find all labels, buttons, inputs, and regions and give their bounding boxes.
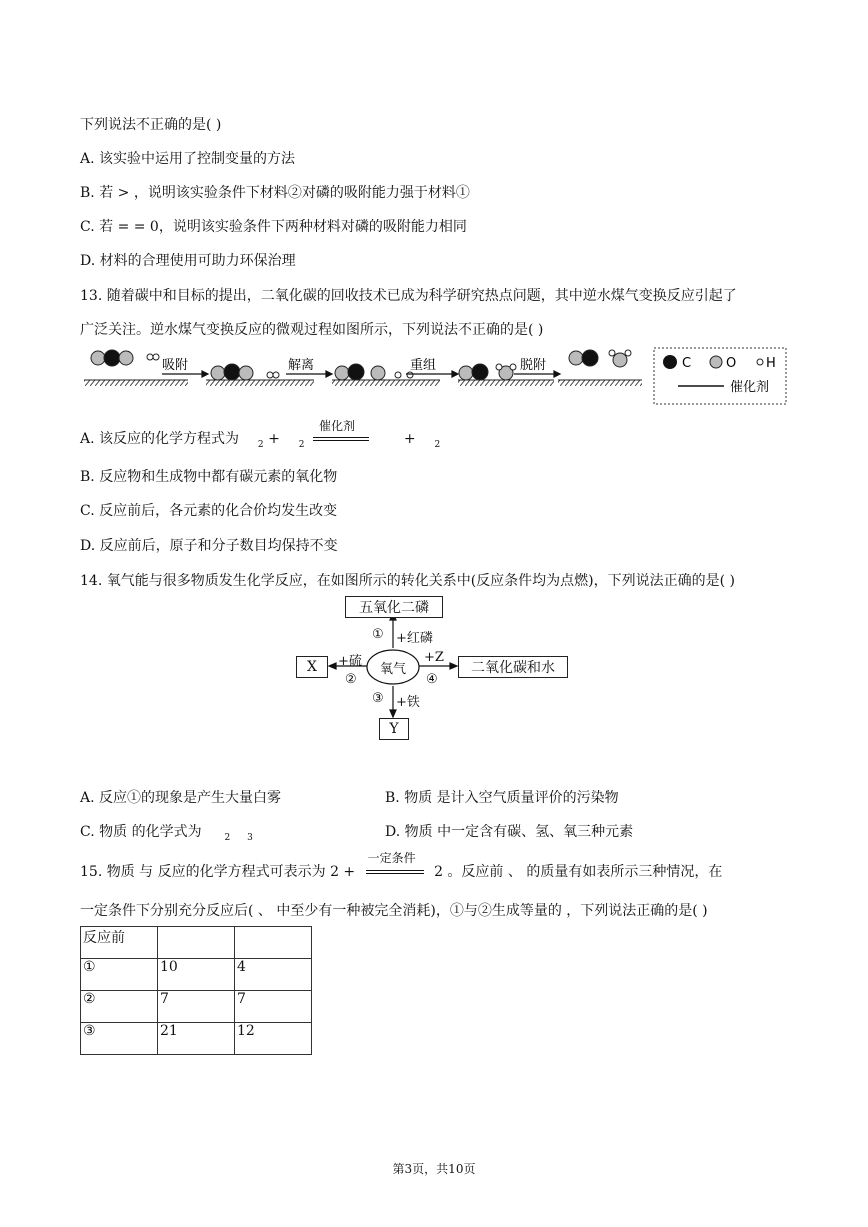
step-desorption: 脱附 <box>520 358 547 373</box>
box-co2-water: 二氧化碳和水 <box>458 656 568 678</box>
table-cell: ① <box>81 959 158 991</box>
question-12-prompt: 下列说法不正确的是( ) <box>80 117 222 133</box>
legend-hydrogen: H <box>766 356 776 371</box>
question-13-line-1: 13. 随着碳中和目标的提出，二氧化碳的回收技术已成为科学研究热点问题，其中逆水煤气变换反应引起了 <box>80 288 737 304</box>
legend-carbon: C <box>682 356 692 371</box>
table-cell: ② <box>81 991 158 1023</box>
eq-sub-3: 2 <box>434 440 441 450</box>
reaction-4-reagent: +Z <box>424 650 444 665</box>
option-14-c <box>80 821 253 841</box>
table-row <box>81 1023 312 1055</box>
table-header-row <box>81 927 312 959</box>
reaction-3-number: ③ <box>372 691 384 706</box>
formula-sub-2: 3 <box>247 833 253 843</box>
eq-condition-label: 催化剂 <box>318 419 355 433</box>
legend-oxygen: O <box>726 356 737 371</box>
question-14: 14. 氧气能与很多物质发生化学反应，在如图所示的转化关系中(反应条件均为点燃)，下列说法正确的是( ) <box>80 573 736 589</box>
question-15-line-1 <box>80 851 723 881</box>
option-12-b: B. 若 > ，说明该实验条件下材料②对磷的吸附能力强于材料① <box>80 185 470 201</box>
option-14-a: A. 反应①的现象是产生大量白雾 <box>80 790 282 806</box>
option-14-c-text: C. 物质 的化学式为 <box>80 824 202 840</box>
q15-condition-label: 一定条件 <box>367 851 416 865</box>
q15-condition <box>366 851 424 880</box>
center-oxygen: 氧气 <box>380 662 407 677</box>
table-cell: 21 <box>158 1023 235 1055</box>
option-13-b: B. 反应物和生成物中都有碳元素的氧化物 <box>80 469 338 485</box>
table-header-cell <box>158 927 235 959</box>
legend-box <box>654 348 786 404</box>
legend-catalyst: 催化剂 <box>730 380 770 395</box>
table-header-cell <box>235 927 312 959</box>
eq-plus-2: + <box>403 431 416 447</box>
step-dissociation: 解离 <box>288 358 315 373</box>
q15-table <box>80 926 312 1055</box>
box-phosphorus-pentoxide: 五氧化二磷 <box>345 596 443 618</box>
reaction-process-diagram <box>80 344 792 408</box>
option-14-b: B. 物质 是计入空气质量评价的污染物 <box>385 790 619 806</box>
formula-sub-1: 2 <box>224 833 231 843</box>
reaction-1-reagent: +红磷 <box>396 631 433 646</box>
option-12-c: C. 若 = = 0，说明该实验条件下两种材料对磷的吸附能力相同 <box>80 219 467 235</box>
reaction-2-number: ② <box>345 672 357 687</box>
table-header-cell: 反应前 <box>81 927 158 959</box>
table-cell: 4 <box>235 959 312 991</box>
option-13-a-text: A. 该反应的化学方程式为 <box>80 431 240 447</box>
eq-plus-1: + <box>268 431 280 447</box>
table-cell: 7 <box>235 991 312 1023</box>
box-y: Y <box>379 718 409 740</box>
question-15-line-2: 一定条件下分别充分反应后( 、 中至少有一种被完全消耗)，①与②生成等量的 ，下列说法正确的是( ) <box>80 903 708 919</box>
question-15-text-b: 2 。反应前 、 的质量有如表所示三种情况，在 <box>434 864 723 880</box>
option-14-d: D. 物质 中一定含有碳、氢、氧三种元素 <box>385 824 634 840</box>
option-13-d: D. 反应前后，原子和分子数目均保持不变 <box>80 538 338 554</box>
option-13-a <box>80 419 441 450</box>
oxygen-conversion-diagram <box>290 594 580 744</box>
step-adsorption: 吸附 <box>162 358 189 373</box>
option-12-a: A. 该实验中运用了控制变量的方法 <box>80 151 296 167</box>
reaction-2-reagent: +硫 <box>338 654 362 669</box>
page-footer: 第3页，共10页 <box>392 1162 476 1176</box>
option-12-d: D. 材料的合理使用可助力环保治理 <box>80 253 296 269</box>
table-row <box>81 991 312 1023</box>
step-recombination: 重组 <box>410 358 437 373</box>
question-13-line-2: 广泛关注。逆水煤气变换反应的微观过程如图所示，下列说法不正确的是( ) <box>80 322 544 338</box>
table-cell: 12 <box>235 1023 312 1055</box>
question-15-text-a: 15. 物质 与 反应的化学方程式可表示为 2 + <box>80 864 356 880</box>
table-cell: 10 <box>158 959 235 991</box>
option-13-c: C. 反应前后，各元素的化合价均发生改变 <box>80 503 338 519</box>
reaction-3-reagent: +铁 <box>396 695 420 710</box>
table-cell: ③ <box>81 1023 158 1055</box>
eq-condition <box>313 419 369 447</box>
eq-sub-1: 2 <box>257 440 264 450</box>
reaction-1-number: ① <box>372 627 384 642</box>
table-row <box>81 959 312 991</box>
catalyst-surface <box>84 380 642 386</box>
eq-sub-2: 2 <box>298 440 305 450</box>
table-cell: 7 <box>158 991 235 1023</box>
reaction-4-number: ④ <box>426 672 438 687</box>
box-x: X <box>296 656 328 678</box>
